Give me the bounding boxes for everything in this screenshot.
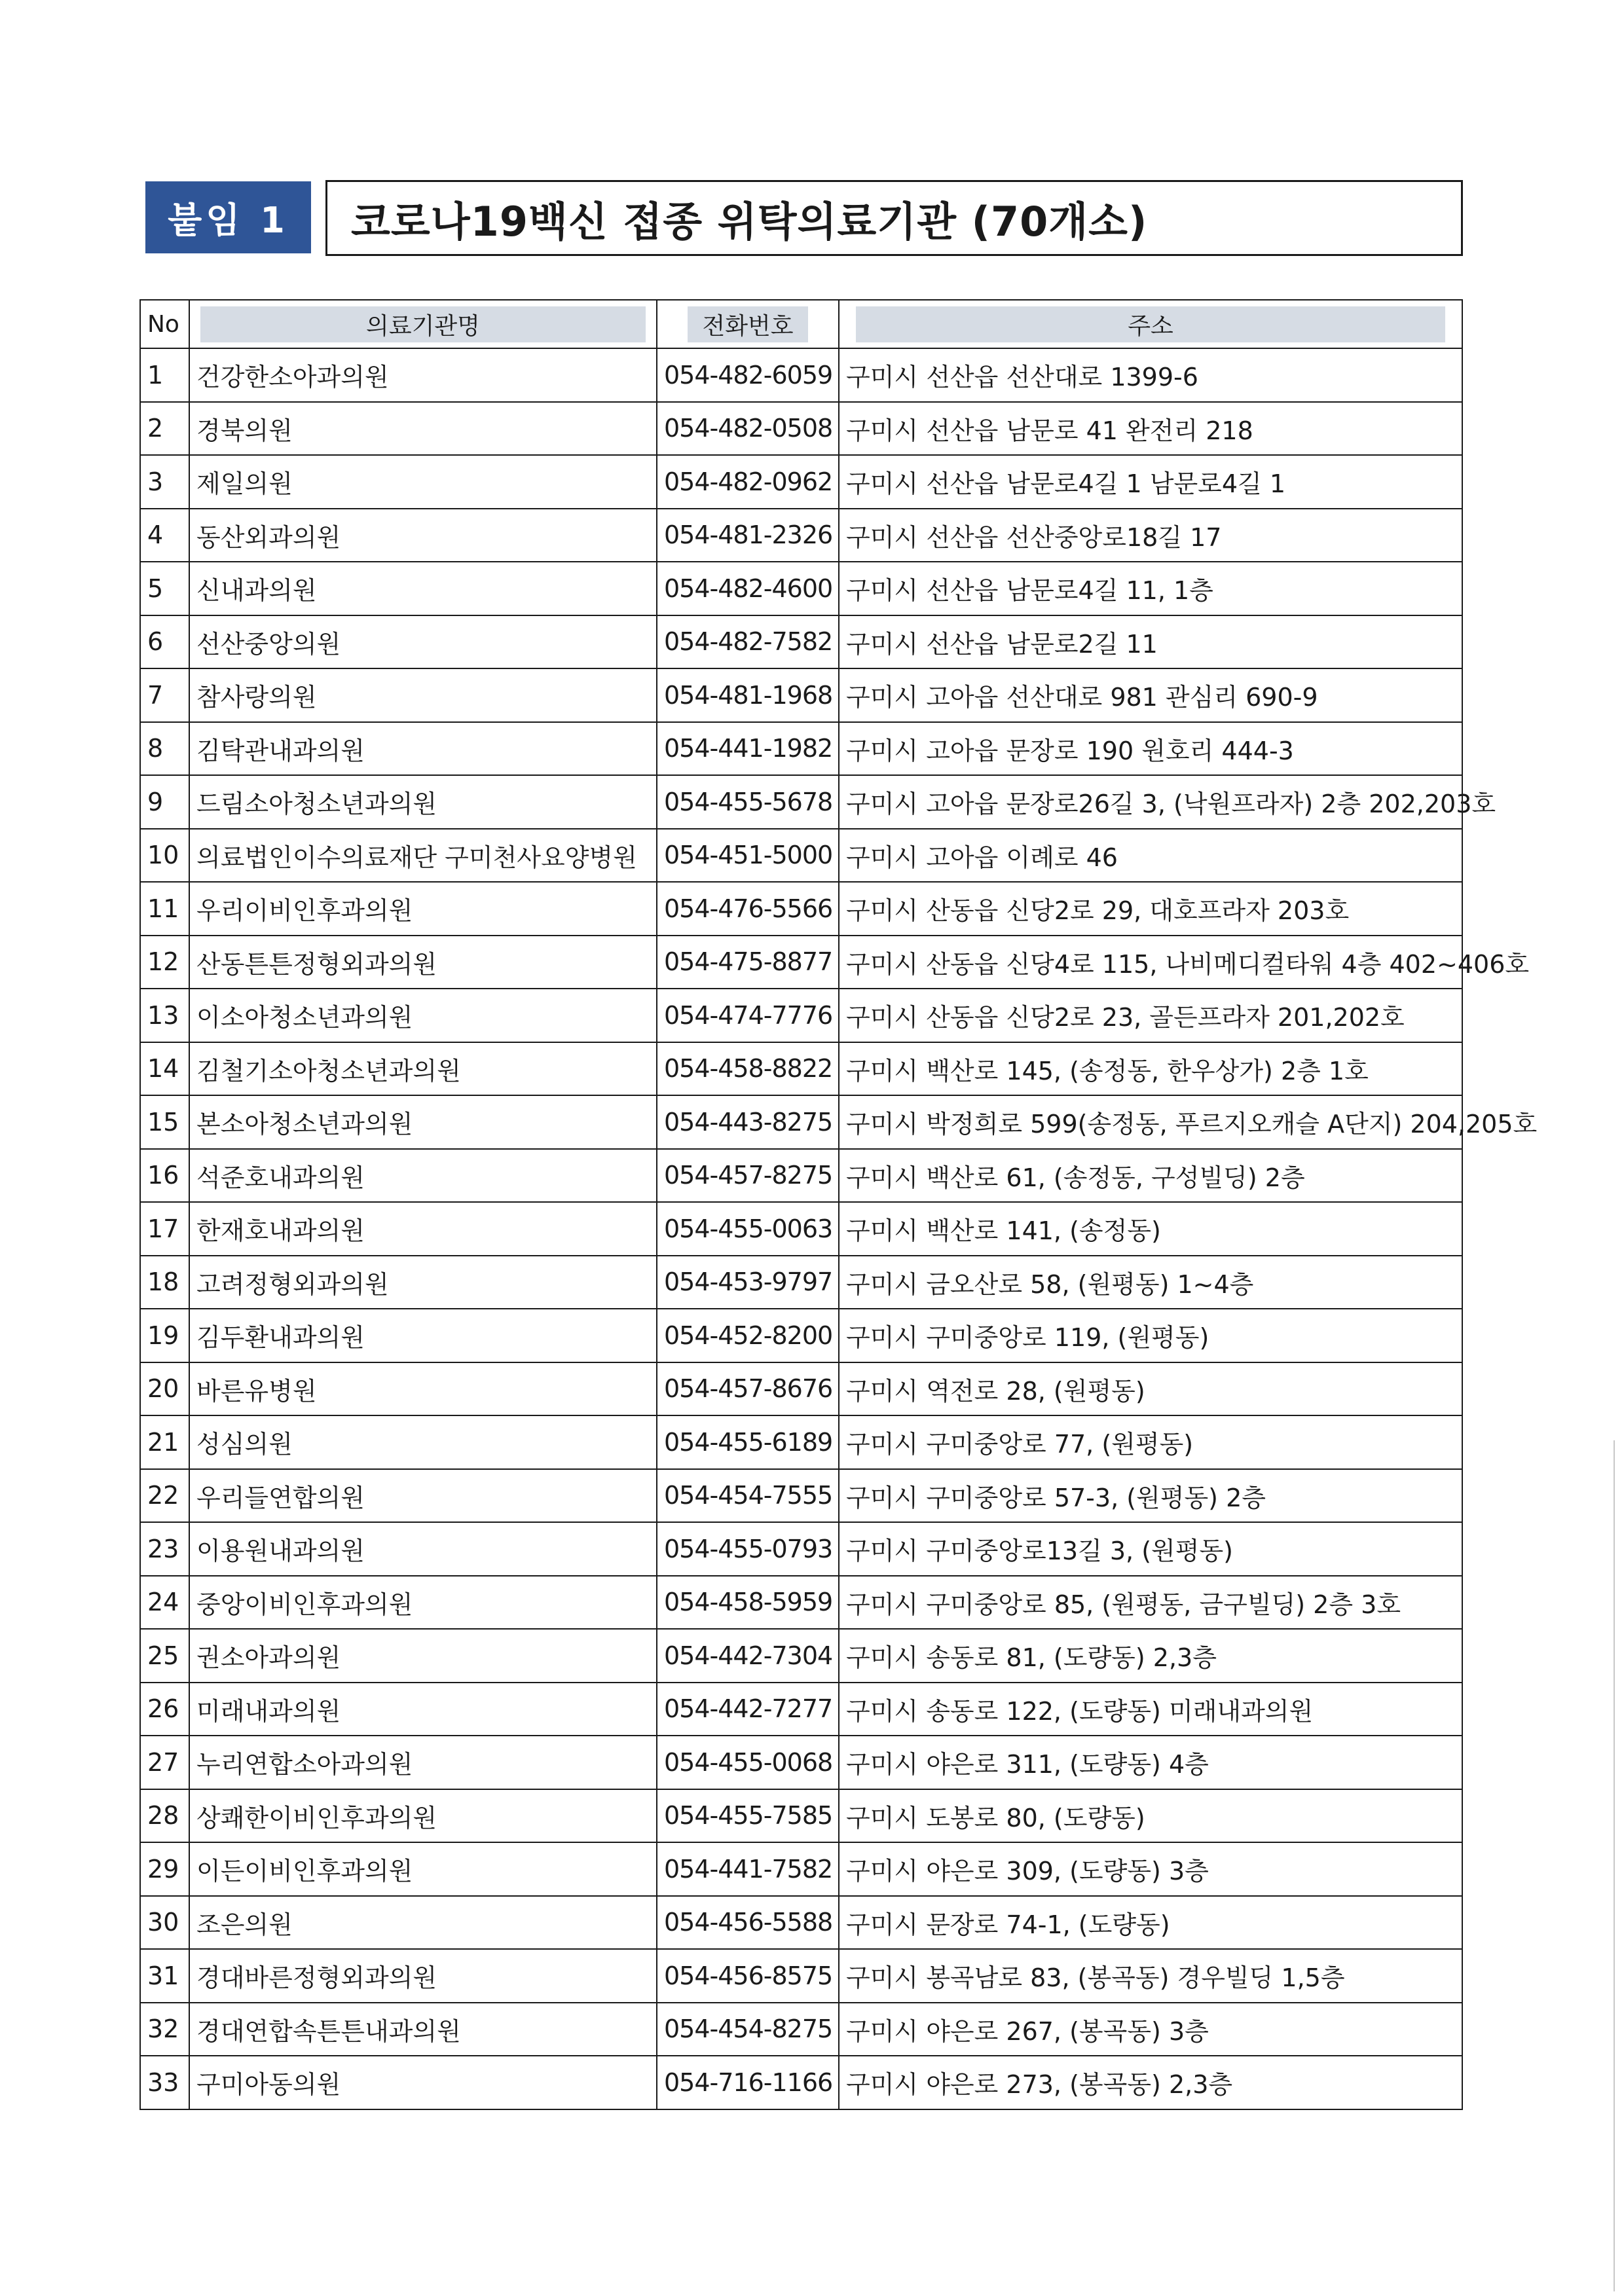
row-number: 12 [140, 936, 189, 989]
document-title: 코로나19백신 접종 위탁의료기관 (70개소) [351, 197, 1148, 246]
table-row [140, 1576, 1462, 1630]
table-row [140, 1362, 1462, 1416]
table-row [140, 1736, 1462, 1789]
table-row [140, 2056, 1462, 2109]
table-row [140, 1202, 1462, 1256]
institution-name: 경북의원 [189, 402, 657, 456]
phone-number: 054-457-8275 [657, 1149, 839, 1203]
table-row [140, 775, 1462, 829]
header-addr [839, 300, 1462, 348]
row-number: 8 [140, 722, 189, 776]
row-number: 25 [140, 1629, 189, 1683]
document-title-box [325, 180, 1463, 256]
institution-name: 성심의원 [189, 1415, 657, 1469]
row-number: 11 [140, 882, 189, 936]
row-number: 22 [140, 1469, 189, 1523]
table-header-row [140, 300, 1462, 348]
row-number: 31 [140, 1949, 189, 2003]
phone-number: 054-456-5588 [657, 1896, 839, 1950]
table-row [140, 615, 1462, 669]
institution-name: 선산중앙의원 [189, 615, 657, 669]
institution-name: 김두환내과의원 [189, 1309, 657, 1362]
phone-number: 054-455-0063 [657, 1202, 839, 1256]
table-row [140, 1095, 1462, 1149]
phone-number: 054-442-7277 [657, 1683, 839, 1736]
table-row [140, 1629, 1462, 1683]
address: 구미시 야은로 311, (도량동) 4층 [839, 1736, 1462, 1789]
row-number: 32 [140, 2003, 189, 2056]
row-number: 30 [140, 1896, 189, 1950]
address: 구미시 선산읍 남문로2길 11 [839, 615, 1462, 669]
phone-number: 054-458-5959 [657, 1576, 839, 1630]
institution-name: 경대바른정형외과의원 [189, 1949, 657, 2003]
institution-name: 상쾌한이비인후과의원 [189, 1789, 657, 1843]
header-name-label: 의료기관명 [200, 306, 646, 342]
row-number: 33 [140, 2056, 189, 2109]
address: 구미시 고아읍 선산대로 981 관심리 690-9 [839, 668, 1462, 722]
address: 구미시 도봉로 80, (도량동) [839, 1789, 1462, 1843]
address: 구미시 고아읍 문장로26길 3, (낙원프라자) 2층 202,203호 [839, 775, 1462, 829]
institution-name: 석준호내과의원 [189, 1149, 657, 1203]
row-number: 6 [140, 615, 189, 669]
address: 구미시 구미중앙로13길 3, (원평동) [839, 1522, 1462, 1576]
row-number: 18 [140, 1256, 189, 1309]
institution-name: 드림소아청소년과의원 [189, 775, 657, 829]
row-number: 15 [140, 1095, 189, 1149]
table-row [140, 1042, 1462, 1096]
address: 구미시 역전로 28, (원평동) [839, 1362, 1462, 1416]
address: 구미시 구미중앙로 57-3, (원평동) 2층 [839, 1469, 1462, 1523]
row-number: 28 [140, 1789, 189, 1843]
phone-number: 054-443-8275 [657, 1095, 839, 1149]
row-number: 13 [140, 989, 189, 1042]
phone-number: 054-482-4600 [657, 562, 839, 615]
phone-number: 054-482-6059 [657, 348, 839, 402]
row-number: 17 [140, 1202, 189, 1256]
table-row [140, 1309, 1462, 1362]
address: 구미시 송동로 122, (도량동) 미래내과의원 [839, 1683, 1462, 1736]
phone-number: 054-454-7555 [657, 1469, 839, 1523]
address: 구미시 백산로 141, (송정동) [839, 1202, 1462, 1256]
row-number: 27 [140, 1736, 189, 1789]
table-row [140, 1256, 1462, 1309]
phone-number: 054-453-9797 [657, 1256, 839, 1309]
institution-name: 신내과의원 [189, 562, 657, 615]
table-row [140, 348, 1462, 402]
institution-name: 바른유병원 [189, 1362, 657, 1416]
institution-name: 고려정형외과의원 [189, 1256, 657, 1309]
table-row [140, 562, 1462, 615]
address: 구미시 산동읍 신당2로 23, 골든프라자 201,202호 [839, 989, 1462, 1042]
institution-name: 조은의원 [189, 1896, 657, 1950]
address: 구미시 구미중앙로 119, (원평동) [839, 1309, 1462, 1362]
row-number: 23 [140, 1522, 189, 1576]
institution-name: 의료법인이수의료재단 구미천사요양병원 [189, 829, 657, 883]
institution-name: 건강한소아과의원 [189, 348, 657, 402]
address: 구미시 선산읍 남문로4길 11, 1층 [839, 562, 1462, 615]
address: 구미시 야은로 267, (봉곡동) 3층 [839, 2003, 1462, 2056]
address: 구미시 고아읍 문장로 190 원호리 444-3 [839, 722, 1462, 776]
row-number: 3 [140, 455, 189, 509]
address: 구미시 선산읍 선산중앙로18길 17 [839, 509, 1462, 562]
address: 구미시 송동로 81, (도량동) 2,3층 [839, 1629, 1462, 1683]
row-number: 2 [140, 402, 189, 456]
row-number: 9 [140, 775, 189, 829]
header-no: No [140, 300, 189, 348]
header-name [189, 300, 657, 348]
institution-name: 누리연합소아과의원 [189, 1736, 657, 1789]
table-row [140, 1149, 1462, 1203]
phone-number: 054-457-8676 [657, 1362, 839, 1416]
institution-name: 산동튼튼정형외과의원 [189, 936, 657, 989]
table-row [140, 1415, 1462, 1469]
address: 구미시 백산로 61, (송정동, 구성빌딩) 2층 [839, 1149, 1462, 1203]
table-row [140, 509, 1462, 562]
row-number: 1 [140, 348, 189, 402]
row-number: 24 [140, 1576, 189, 1630]
table-row [140, 1522, 1462, 1576]
institution-name: 김탁관내과의원 [189, 722, 657, 776]
institution-name: 이든이비인후과의원 [189, 1842, 657, 1896]
phone-number: 054-481-1968 [657, 668, 839, 722]
table-row [140, 668, 1462, 722]
table-row [140, 2003, 1462, 2056]
address: 구미시 문장로 74-1, (도량동) [839, 1896, 1462, 1950]
table-row [140, 455, 1462, 509]
row-number: 16 [140, 1149, 189, 1203]
address: 구미시 금오산로 58, (원평동) 1~4층 [839, 1256, 1462, 1309]
table-row [140, 1789, 1462, 1843]
phone-number: 054-458-8822 [657, 1042, 839, 1096]
phone-number: 054-455-0793 [657, 1522, 839, 1576]
phone-number: 054-716-1166 [657, 2056, 839, 2109]
address: 구미시 선산읍 남문로4길 1 남문로4길 1 [839, 455, 1462, 509]
address: 구미시 선산읍 남문로 41 완전리 218 [839, 402, 1462, 456]
phone-number: 054-455-0068 [657, 1736, 839, 1789]
table-row [140, 1949, 1462, 2003]
phone-number: 054-455-7585 [657, 1789, 839, 1843]
phone-number: 054-482-0508 [657, 402, 839, 456]
phone-number: 054-441-7582 [657, 1842, 839, 1896]
address: 구미시 선산읍 선산대로 1399-6 [839, 348, 1462, 402]
institution-name: 김철기소아청소년과의원 [189, 1042, 657, 1096]
address: 구미시 야은로 273, (봉곡동) 2,3층 [839, 2056, 1462, 2109]
address: 구미시 박정희로 599(송정동, 푸르지오캐슬 A단지) 204,205호 [839, 1095, 1462, 1149]
institution-name: 제일의원 [189, 455, 657, 509]
institution-name: 이용원내과의원 [189, 1522, 657, 1576]
header-tel-label: 전화번호 [688, 306, 808, 342]
phone-number: 054-481-2326 [657, 509, 839, 562]
scan-edge-line [1614, 1440, 1615, 2291]
address: 구미시 산동읍 신당2로 29, 대호프라자 203호 [839, 882, 1462, 936]
phone-number: 054-456-8575 [657, 1949, 839, 2003]
institution-name: 권소아과의원 [189, 1629, 657, 1683]
table-row [140, 1683, 1462, 1736]
phone-number: 054-476-5566 [657, 882, 839, 936]
address: 구미시 구미중앙로 77, (원평동) [839, 1415, 1462, 1469]
row-number: 4 [140, 509, 189, 562]
table-row [140, 936, 1462, 989]
address: 구미시 고아읍 이례로 46 [839, 829, 1462, 883]
institution-name: 동산외과의원 [189, 509, 657, 562]
phone-number: 054-455-5678 [657, 775, 839, 829]
institution-name: 경대연합속튼튼내과의원 [189, 2003, 657, 2056]
address: 구미시 산동읍 신당4로 115, 나비메디컬타워 4층 402~406호 [839, 936, 1462, 989]
institution-name: 우리들연합의원 [189, 1469, 657, 1523]
institution-name: 본소아청소년과의원 [189, 1095, 657, 1149]
institution-name: 미래내과의원 [189, 1683, 657, 1736]
phone-number: 054-454-8275 [657, 2003, 839, 2056]
institution-name: 구미아동의원 [189, 2056, 657, 2109]
phone-number: 054-442-7304 [657, 1629, 839, 1683]
phone-number: 054-455-6189 [657, 1415, 839, 1469]
address: 구미시 백산로 145, (송정동, 한우상가) 2층 1호 [839, 1042, 1462, 1096]
row-number: 29 [140, 1842, 189, 1896]
phone-number: 054-474-7776 [657, 989, 839, 1042]
table-row [140, 722, 1462, 776]
address: 구미시 야은로 309, (도량동) 3층 [839, 1842, 1462, 1896]
row-number: 7 [140, 668, 189, 722]
table-row [140, 1842, 1462, 1896]
row-number: 5 [140, 562, 189, 615]
table-row [140, 829, 1462, 883]
row-number: 26 [140, 1683, 189, 1736]
table-row [140, 989, 1462, 1042]
row-number: 14 [140, 1042, 189, 1096]
institution-name: 우리이비인후과의원 [189, 882, 657, 936]
address: 구미시 구미중앙로 85, (원평동, 금구빌딩) 2층 3호 [839, 1576, 1462, 1630]
institution-name: 한재호내과의원 [189, 1202, 657, 1256]
phone-number: 054-451-5000 [657, 829, 839, 883]
row-number: 19 [140, 1309, 189, 1362]
row-number: 21 [140, 1415, 189, 1469]
table-row [140, 1469, 1462, 1523]
phone-number: 054-441-1982 [657, 722, 839, 776]
institution-name: 중앙이비인후과의원 [189, 1576, 657, 1630]
header-addr-label: 주소 [856, 306, 1445, 342]
address: 구미시 봉곡남로 83, (봉곡동) 경우빌딩 1,5층 [839, 1949, 1462, 2003]
institution-name: 이소아청소년과의원 [189, 989, 657, 1042]
table-body [140, 348, 1538, 2109]
attachment-badge: 붙임 1 [145, 181, 311, 253]
phone-number: 054-482-7582 [657, 615, 839, 669]
phone-number: 054-452-8200 [657, 1309, 839, 1362]
phone-number: 054-475-8877 [657, 936, 839, 989]
table-row [140, 1896, 1462, 1950]
table-row [140, 882, 1462, 936]
document-header [145, 180, 1466, 260]
institution-name: 참사랑의원 [189, 668, 657, 722]
institution-table [139, 299, 1538, 2110]
header-tel [657, 300, 839, 348]
table-row [140, 402, 1462, 456]
row-number: 10 [140, 829, 189, 883]
phone-number: 054-482-0962 [657, 455, 839, 509]
row-number: 20 [140, 1362, 189, 1416]
